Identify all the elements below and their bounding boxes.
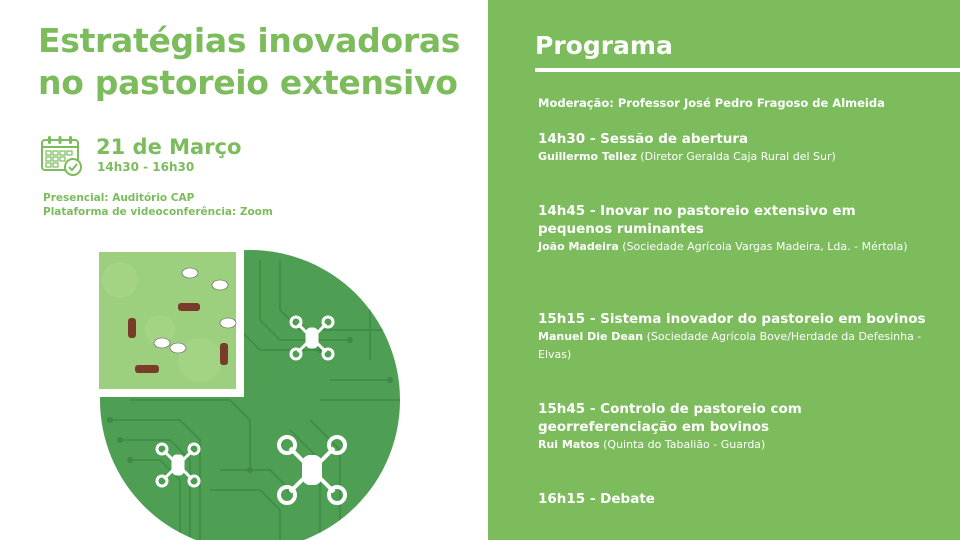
speaker-affiliation: (Quinta do Tabalião - Guarda) (599, 438, 766, 451)
program-item-speaker-line (538, 328, 928, 364)
speaker-affiliation: (Diretor Geralda Caja Rural del Sur) (636, 150, 836, 163)
pasture-square (95, 248, 240, 393)
event-time: 14h30 - 16h30 (97, 160, 195, 174)
speaker-affiliation: (Sociedade Agrícola Vargas Madeira, Lda. - Mértola) (618, 240, 908, 253)
program-item-speaker-line (538, 436, 928, 454)
title-line-2: no pastoreio extensivo (38, 63, 458, 102)
program-item (538, 490, 928, 508)
pasture-drone-illustration (90, 240, 410, 540)
program-item-heading: 15h45 - Controlo de pastoreio com georreferenciação em bovinos (538, 401, 802, 435)
event-date: 21 de Março (96, 135, 242, 159)
event-venue (43, 191, 273, 219)
venue-in-person: Presencial: Auditório CAP (43, 192, 195, 204)
speaker-affiliation: (Sociedade Agrícola Bove/Herdade da Defesinha - Elvas) (538, 330, 922, 361)
page-title (38, 20, 460, 104)
venue-online: Plataforma de videoconferência: Zoom (43, 206, 273, 218)
program-item-heading: 14h45 - Inovar no pastoreio extensivo em pequenos ruminantes (538, 203, 856, 237)
program-item (538, 310, 928, 364)
program-item (538, 202, 928, 256)
program-item-heading: 15h15 - Sistema inovador do pastoreio em bovinos (538, 311, 926, 327)
program-item (538, 130, 928, 166)
program-item-speaker-line (538, 148, 928, 166)
program-item-speaker-line (538, 238, 928, 256)
program-item-heading: 14h30 - Sessão de abertura (538, 131, 749, 147)
speaker-name: Guillermo Tellez (538, 150, 637, 163)
program-item-heading: 16h15 - Debate (538, 491, 655, 507)
moderation-line: Moderação: Professor José Pedro Fragoso de Almeida (538, 96, 885, 110)
title-line-1: Estratégias inovadoras (38, 21, 461, 60)
program-panel (488, 0, 960, 540)
speaker-name: Manuel Die Dean (538, 330, 644, 343)
speaker-name: João Madeira (538, 240, 619, 253)
program-title: Programa (535, 31, 673, 60)
program-item (538, 400, 928, 454)
speaker-name: Rui Matos (538, 438, 600, 451)
title-divider (535, 68, 960, 72)
calendar-check-icon (40, 134, 84, 178)
